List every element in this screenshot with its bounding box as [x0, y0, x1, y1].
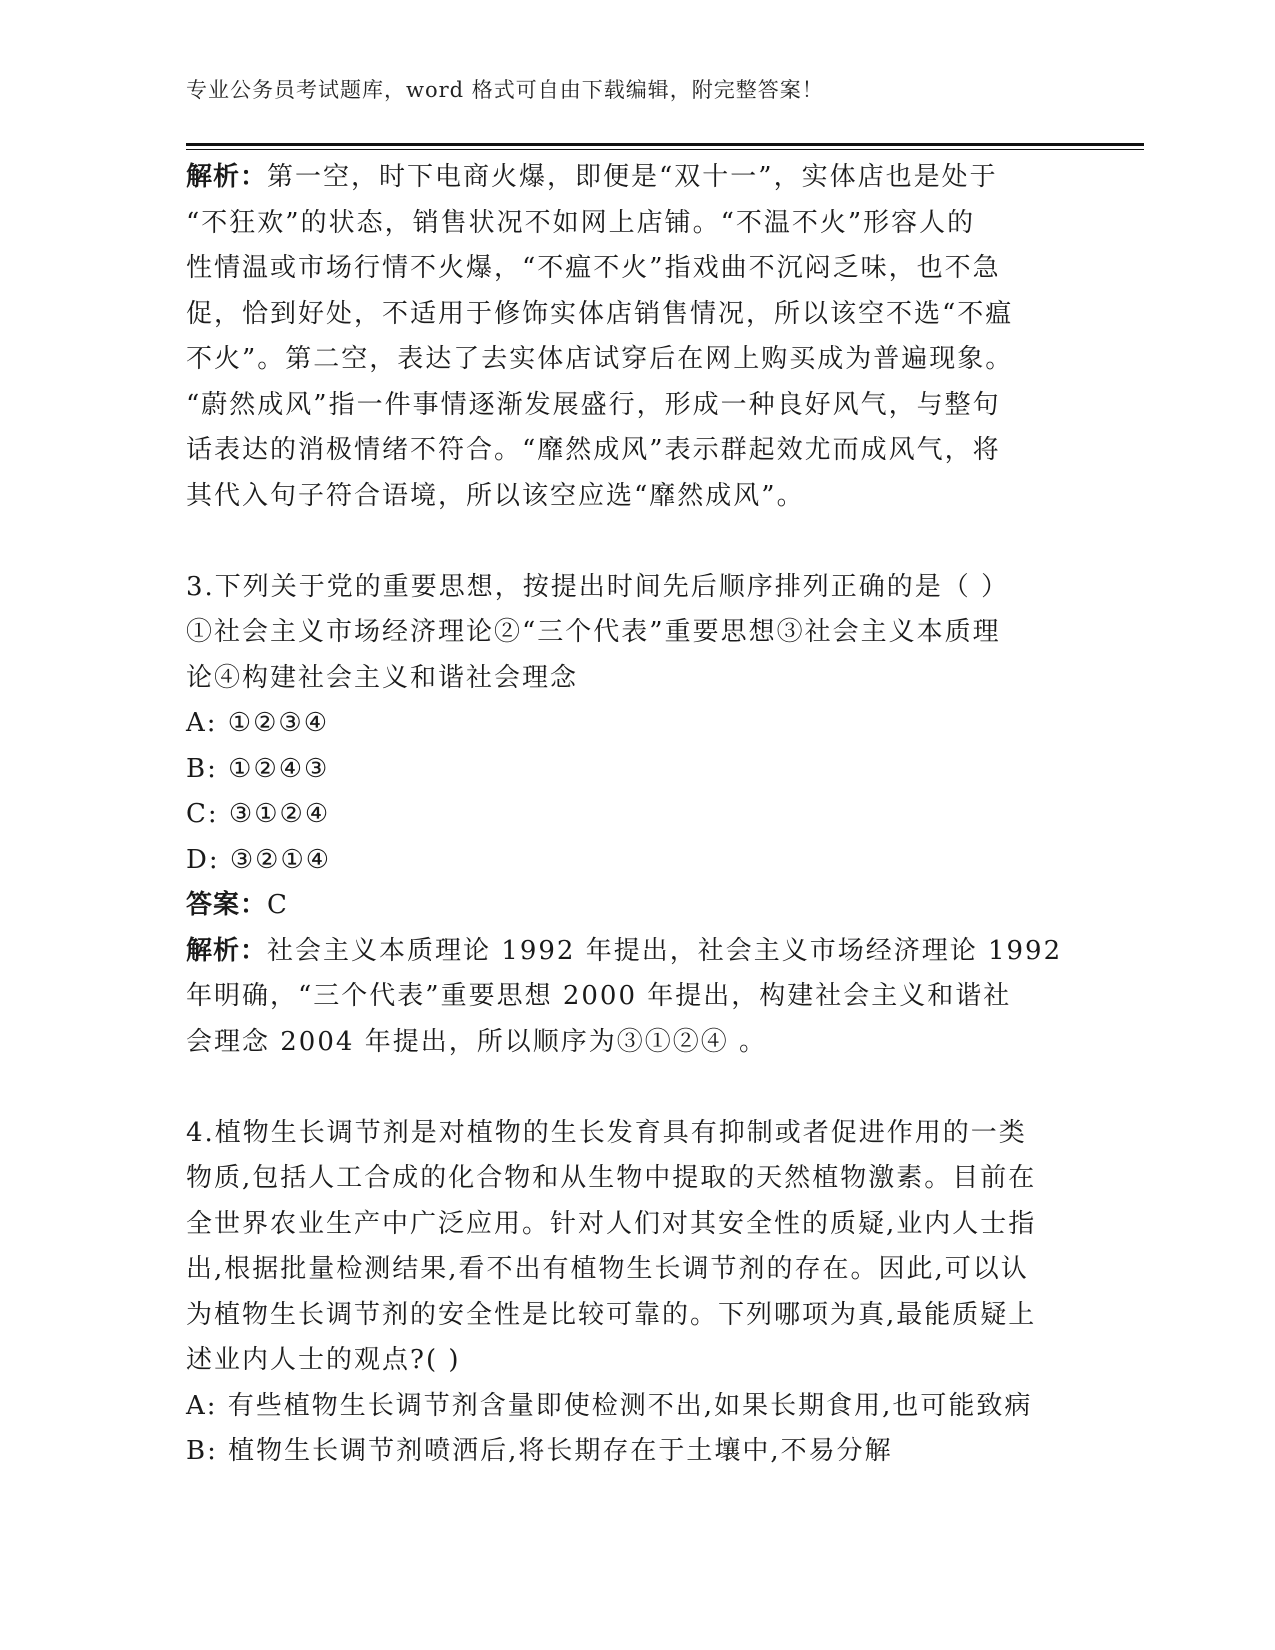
analysis-line: “不狂欢”的状态，销售状况不如网上店铺。“不温不火”形容人的: [186, 207, 976, 238]
document-body: [186, 155, 1076, 1475]
header-rule-thin: [186, 149, 1144, 150]
question-stem-line: 述业内人士的观点?( ): [186, 1345, 461, 1375]
question-stem-line: 出,根据批量检测结果,看不出有植物生长调节剂的存在。因此,可以认: [186, 1254, 1029, 1284]
spacer: [186, 1065, 1076, 1111]
analysis-label: 解析：: [186, 162, 268, 192]
option-a: A: 有些植物生长调节剂含量即使检测不出,如果长期食用,也可能致病: [186, 1390, 1033, 1421]
analysis-line: 年明确，“三个代表”重要思想 2000 年提出，构建社会主义和谐社: [186, 981, 1012, 1011]
option-b: B: ①②④③: [186, 753, 330, 784]
analysis-block-q2: [186, 155, 1076, 519]
question-4: [186, 1111, 1076, 1475]
question-stem-line: 物质,包括人工合成的化合物和从生物中提取的天然植物激素。目前在: [186, 1163, 1037, 1193]
question-stem-line: 3.下列关于党的重要思想，按提出时间先后顺序排列正确的是（ ）: [186, 571, 1010, 602]
question-3: [186, 565, 1076, 1066]
answer-label: 答案：: [186, 890, 268, 920]
option-d: D: ③②①④: [186, 844, 332, 875]
question-stem-line: ①社会主义市场经济理论②“三个代表”重要思想③社会主义本质理: [186, 617, 1001, 647]
analysis-line: 促，恰到好处，不适用于修饰实体店销售情况，所以该空不选“不瘟: [186, 298, 1014, 329]
question-stem-line: 为植物生长调节剂的安全性是比较可靠的。下列哪项为真,最能质疑上: [186, 1299, 1037, 1330]
analysis-line: 解析：第一空，时下电商火爆，即便是“双十一”，实体店也是处于: [186, 162, 998, 192]
option-c: C: ③①②④: [186, 799, 331, 829]
spacer: [186, 519, 1076, 565]
analysis-line: 话表达的消极情绪不符合。“靡然成风”表示群起效尤而成风气，将: [186, 435, 1001, 465]
answer-line: [186, 883, 1076, 929]
page-header: 专业公务员考试题库，word 格式可自由下载编辑，附完整答案！: [186, 78, 824, 102]
analysis-line: “蔚然成风”指一件事情逐渐发展盛行，形成一种良好风气，与整句: [186, 389, 1001, 420]
analysis-line: 会理念 2004 年提出，所以顺序为③①②④ 。: [186, 1026, 767, 1057]
analysis-line: 其代入句子符合语境，所以该空应选“靡然成风”。: [186, 480, 805, 511]
question-stem-line: 全世界农业生产中广泛应用。针对人们对其安全性的质疑,业内人士指: [186, 1208, 1037, 1239]
answer-value: C: [267, 890, 289, 920]
question-stem-line: 4.植物生长调节剂是对植物的生长发育具有抑制或者促进作用的一类: [186, 1117, 1027, 1148]
analysis-line: 不火”。第二空，表达了去实体店试穿后在网上购买成为普遍现象。: [186, 344, 1014, 374]
option-a: A: ①②③④: [186, 708, 330, 738]
header-rule-thick: [186, 143, 1144, 146]
analysis-line: 解析：社会主义本质理论 1992 年提出，社会主义市场经济理论 1992: [186, 935, 1063, 966]
analysis-label: 解析：: [186, 935, 268, 966]
option-b: B: 植物生长调节剂喷洒后,将长期存在于土壤中,不易分解: [186, 1436, 893, 1466]
question-stem-line: 论④构建社会主义和谐社会理念: [186, 662, 579, 693]
analysis-line: 性情温或市场行情不火爆，“不瘟不火”指戏曲不沉闷乏味，也不急: [186, 253, 1001, 283]
